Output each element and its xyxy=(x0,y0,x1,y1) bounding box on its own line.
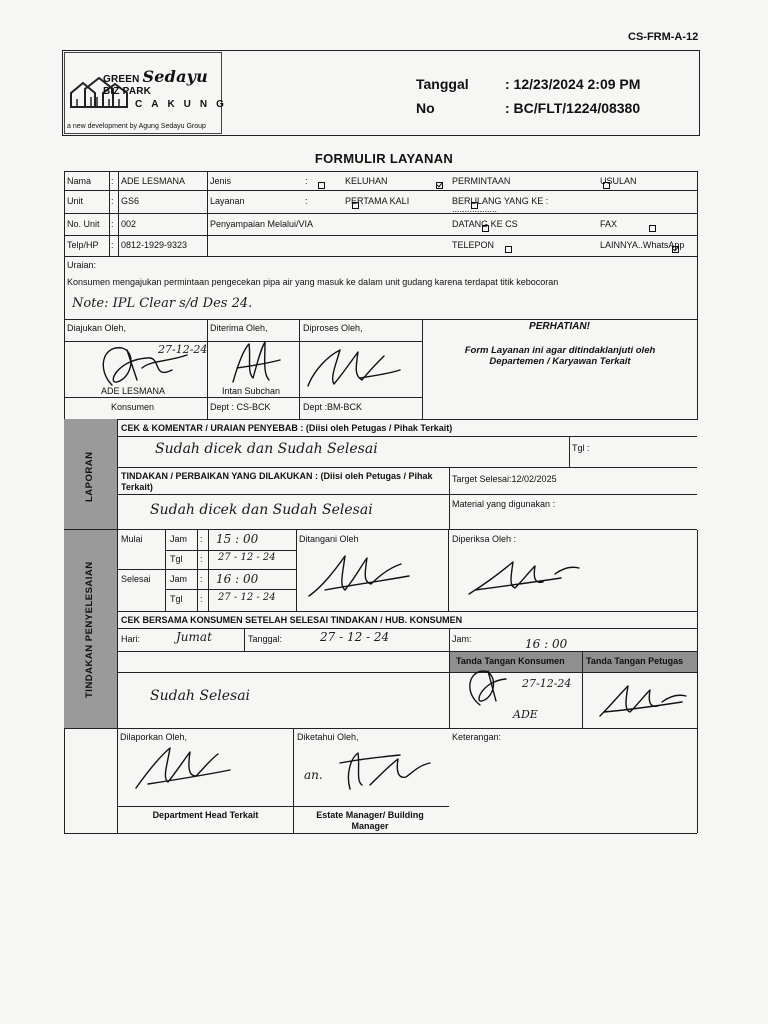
unit-value: GS6 xyxy=(121,196,140,206)
petugas-signature xyxy=(596,680,691,720)
pertama-kali-option: PERTAMA KALI xyxy=(345,196,410,206)
jam-handwritten: 16 : 00 xyxy=(525,637,568,651)
date-label: Tanggal xyxy=(416,76,469,92)
dilaporkan-signature xyxy=(130,740,240,795)
ditangani-signature xyxy=(305,546,415,601)
penyampaian-label: Penyampaian Melalui/VIA xyxy=(210,219,314,229)
logo xyxy=(64,52,233,134)
material-label: Material yang digunakan : xyxy=(452,499,556,509)
mulai-label: Mulai xyxy=(121,534,143,544)
permintaan-checkbox[interactable] xyxy=(436,182,443,189)
telepon-checkbox[interactable] xyxy=(505,246,512,253)
berulang-option: BERULANG YANG KE : xyxy=(452,196,549,206)
tanggal-handwritten: 27 - 12 - 24 xyxy=(320,630,390,644)
number-label: No xyxy=(416,100,435,116)
cek-komentar-label: CEK & KOMENTAR / URAIAN PENYEBAB : (Diisi oleh Petugas / Pihak Terkait) xyxy=(121,423,453,433)
perhatian-title: PERHATIAN! xyxy=(529,321,590,332)
mulai-jam-label: Jam xyxy=(170,534,188,544)
berulang-blank: .................. xyxy=(452,204,498,214)
penyelesaian-label: TINDAKAN PENYELESAIAN xyxy=(84,561,95,698)
keluhan-option: KELUHAN xyxy=(345,176,388,186)
target-selesai: Target Selesai:12/02/2025 xyxy=(452,474,557,484)
consumer-signature xyxy=(92,340,202,390)
perhatian-text: Form Layanan ini agar ditindaklanjuti oleh Departemen / Karyawan Terkait xyxy=(464,345,656,367)
jenis-label: Jenis xyxy=(210,176,232,186)
dilaporkan-label: Dilaporkan Oleh, xyxy=(120,732,188,742)
keluhan-checkbox[interactable] xyxy=(318,182,325,189)
estate-manager-label: Estate Manager/ Building Manager xyxy=(316,810,424,831)
an-handwritten: an. xyxy=(304,768,323,782)
permintaan-option: PERMINTAAN xyxy=(452,176,511,186)
receiver-signature xyxy=(225,338,285,388)
brand-location: CAKUNG xyxy=(135,99,233,110)
diketahui-label: Diketahui Oleh, xyxy=(297,732,359,742)
logo-tagline: a new development by Agung Sedayu Group xyxy=(67,123,206,130)
dept-cs: Dept : CS-BCK xyxy=(210,402,271,412)
dept-head-label: Department Head Terkait xyxy=(152,810,259,820)
mulai-jam-handwritten: 15 : 00 xyxy=(216,532,259,546)
diperiksa-signature xyxy=(465,550,585,600)
tindakan-handwritten: Sudah dicek dan Sudah Selesai xyxy=(150,502,373,518)
mulai-tgl-label: Tgl xyxy=(170,554,183,564)
selesai-tgl-label: Tgl xyxy=(170,594,183,604)
laporan-label: LAPORAN xyxy=(84,451,95,502)
consumer-name: ADE LESMANA xyxy=(101,386,166,396)
processor-signature xyxy=(300,342,410,392)
hari-handwritten: Jumat xyxy=(176,630,212,644)
ttd-date-handwritten: 27-12-24 xyxy=(522,677,572,690)
layanan-label: Layanan xyxy=(210,196,245,206)
diajukan-label: Diajukan Oleh, xyxy=(67,323,127,333)
konsumen-signature xyxy=(460,665,520,710)
mulai-tgl-handwritten: 27 - 12 - 24 xyxy=(218,552,276,563)
date-value: : 12/23/2024 2:09 PM xyxy=(505,76,641,92)
selesai-label: Selesai xyxy=(121,574,151,584)
usulan-option: USULAN xyxy=(600,176,637,186)
uraian-text: Konsumen mengajukan permintaan pengecekan pipa air yang masuk ke dalam unit gudang karena terdapat titik kebocoran xyxy=(67,277,559,287)
approval-date-handwritten: 27-12-24 xyxy=(158,343,208,356)
nounit-value: 002 xyxy=(121,219,137,229)
status-handwritten: Sudah Selesai xyxy=(150,688,251,704)
ttd-petugas-label: Tanda Tangan Petugas xyxy=(586,656,684,666)
selesai-jam-label: Jam xyxy=(170,574,188,584)
tgl-label: Tgl : xyxy=(572,443,590,453)
brand-suffix: BIZ PARK xyxy=(103,86,152,97)
ditangani-label: Ditangani Oleh xyxy=(299,534,359,544)
cek-bersama-label: CEK BERSAMA KONSUMEN SETELAH SELESAI TINDAKAN / HUB. KONSUMEN xyxy=(121,615,463,625)
datang-option: DATANG KE CS xyxy=(452,219,518,229)
tindakan-label: TINDAKAN / PERBAIKAN YANG DILAKUKAN : (Diisi oleh Petugas / Pihak Terkait) xyxy=(121,471,433,492)
nama-label: Nama xyxy=(67,176,92,186)
ttd-name-handwritten: ADE xyxy=(513,708,538,721)
telepon-option: TELEPON xyxy=(452,240,495,250)
hari-label: Hari: xyxy=(121,634,141,644)
selesai-tgl-handwritten: 27 - 12 - 24 xyxy=(218,592,276,603)
diperiksa-label: Diperiksa Oleh : xyxy=(452,534,517,544)
form-title: FORMULIR LAYANAN xyxy=(314,151,454,166)
fax-checkbox[interactable] xyxy=(649,225,656,232)
nama-value: ADE LESMANA xyxy=(121,176,186,186)
diterima-label: Diterima Oleh, xyxy=(210,323,268,333)
uraian-label: Uraian: xyxy=(67,260,97,270)
uraian-note-handwritten: Note: IPL Clear s/d Des 24. xyxy=(72,296,253,311)
diketahui-signature xyxy=(330,745,440,795)
consumer-role: Konsumen xyxy=(111,402,155,412)
nounit-label: No. Unit xyxy=(67,219,100,229)
number-value: : BC/FLT/1224/08380 xyxy=(505,100,641,116)
unit-label: Unit xyxy=(67,196,84,206)
tanggal-label: Tanggal: xyxy=(248,634,283,644)
lainnya-option: LAINNYA..WhatsApp xyxy=(600,240,685,250)
dept-bm: Dept :BM-BCK xyxy=(303,402,363,412)
form-code: CS-FRM-A-12 xyxy=(628,31,699,43)
keterangan-label: Keterangan: xyxy=(452,732,502,742)
brand-prefix: GREEN xyxy=(103,74,140,85)
diproses-label: Diproses Oleh, xyxy=(303,323,363,333)
selesai-jam-handwritten: 16 : 00 xyxy=(216,572,259,586)
cek-komentar-handwritten: Sudah dicek dan Sudah Selesai xyxy=(155,441,378,457)
telp-value: 0812-1929-9323 xyxy=(121,240,188,250)
ttd-konsumen-label: Tanda Tangan Konsumen xyxy=(456,656,565,666)
brand-main: Sedayu xyxy=(142,67,208,86)
telp-label: Telp/HP xyxy=(67,240,99,250)
fax-option: FAX xyxy=(600,219,618,229)
receiver-name: Intan Subchan xyxy=(222,386,281,396)
jam-label: Jam: xyxy=(452,634,472,644)
